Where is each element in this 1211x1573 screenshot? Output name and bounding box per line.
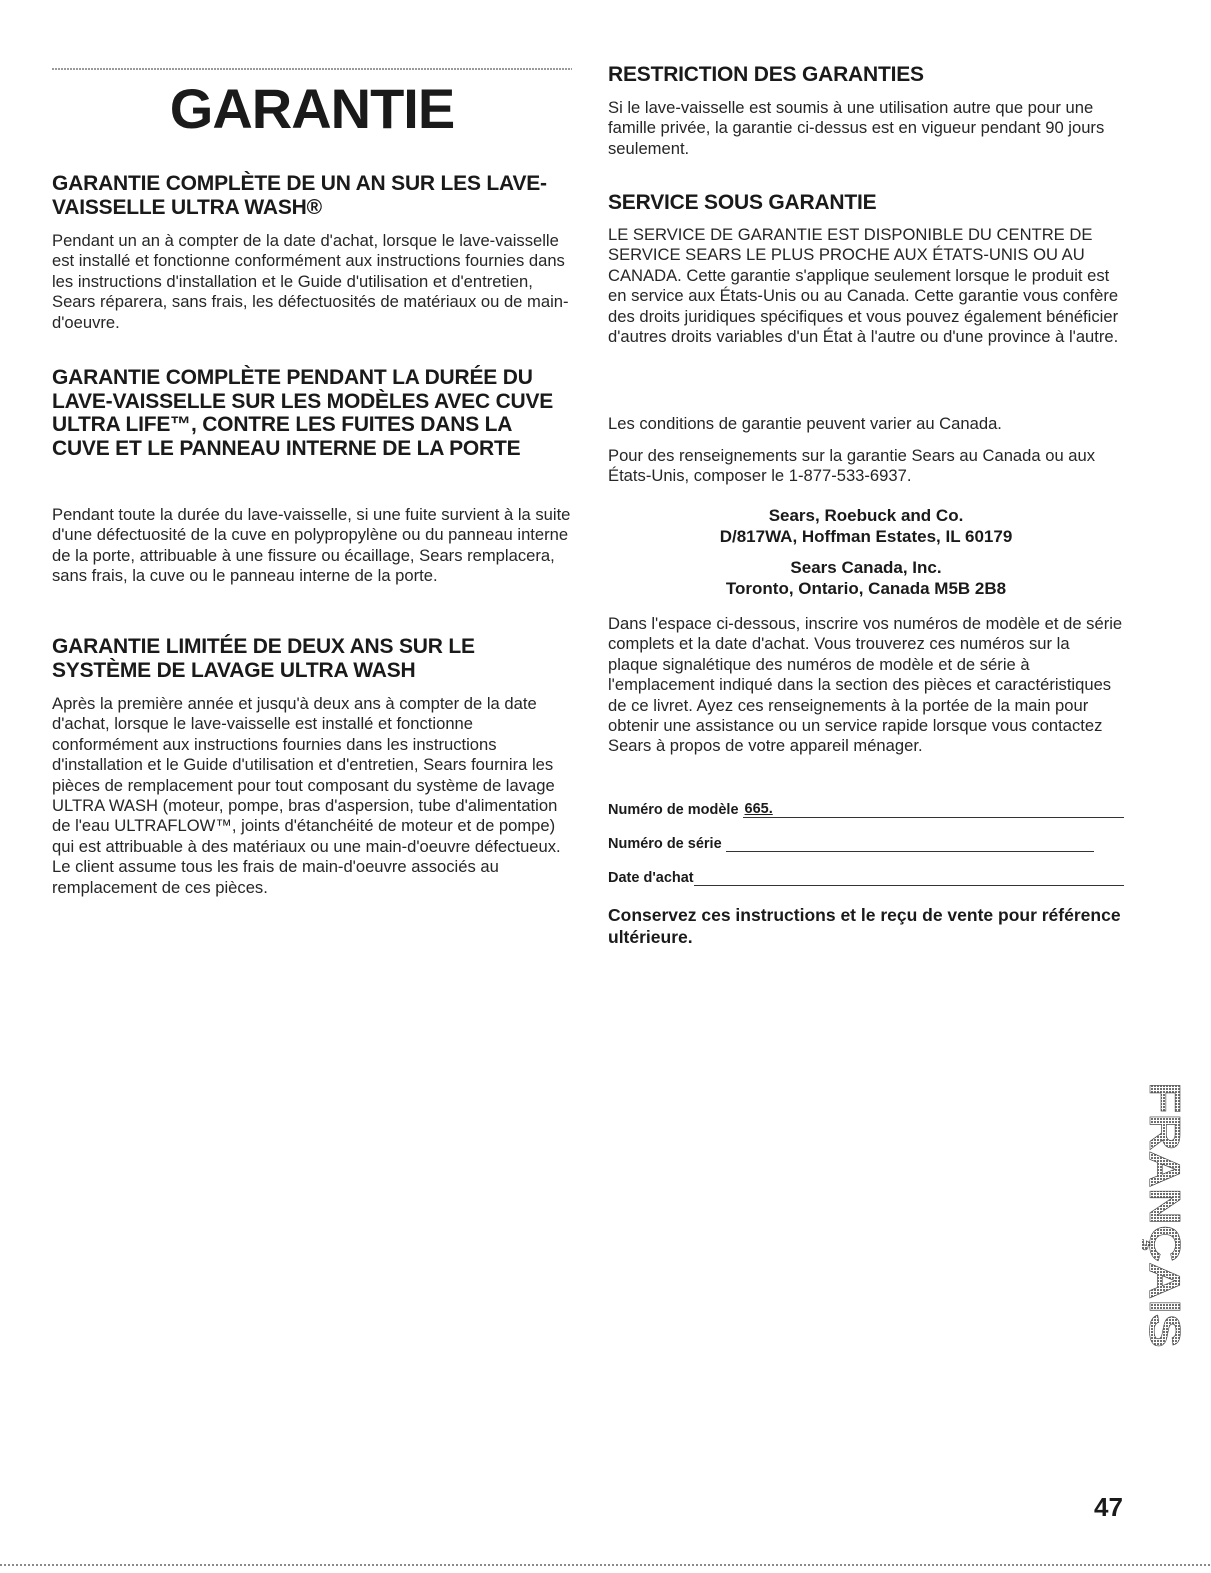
text-lifetime-tub-warranty: Pendant toute la durée du lave-vaisselle, si une fuite survient à la suite d'une défectuosité de la cuve en polypropylène ou du panneau interne de la porte, attribuable à une fissure ou écaillage, Sears remplacera, sans frais, la cuve ou le panneau interne de la porte. [52,505,571,586]
heading-warranty-service: SERVICE SOUS GARANTIE [608,191,877,214]
heading-one-year-warranty: GARANTIE COMPLÈTE DE UN AN SUR LES LAVE-VAISSELLE ULTRA WASH® [52,172,547,219]
text-canada-conditions: Les conditions de garantie peuvent varier au Canada. [608,414,1002,433]
side-tab-label: FRANÇAIS [1142,1082,1189,1310]
purchase-date-field[interactable] [608,870,1124,886]
address-sears-canada [608,557,1124,599]
title-rule [52,68,572,70]
heading-two-year-warranty: GARANTIE LIMITÉE DE DEUX ANS SUR LE SYSTÈME DE LAVAGE ULTRA WASH [52,635,475,682]
text-one-year-warranty: Pendant un an à compter de la date d'achat, lorsque le lave-vaisselle est installé et fonctionne conformément aux instructions fournies dans les instructions d'installation et le Guide d'utilisation et d'entretien, Sears réparera, sans frais, les défectuosités de matériaux ou de main-d'oeuvre. [52,231,569,332]
page-title: GARANTIE [169,77,455,140]
purchase-date-label: Date d'achat [608,870,694,886]
heading-lifetime-tub-warranty: GARANTIE COMPLÈTE PENDANT LA DURÉE DU LAVE-VAISSELLE SUR LES MODÈLES AVEC CUVE ULTRA LIFE™, CONTRE LES FUITES DANS LA CUVE ET LE PANNEAU INTERNE DE LA PORTE [52,366,554,460]
francais-vertical-tab [1142,1080,1190,1350]
address-sears-us [608,505,1124,547]
address-us-line2: D/817WA, Hoffman Estates, IL 60179 [719,527,1013,546]
address-us-line1: Sears, Roebuck and Co. [768,506,964,525]
address-canada-line1: Sears Canada, Inc. [790,558,942,577]
model-number-line[interactable] [743,802,1124,818]
text-warranty-service: LE SERVICE DE GARANTIE EST DISPONIBLE DU CENTRE DE SERVICE SEARS LE PLUS PROCHE AUX ÉTATS-UNIS OU AU CANADA. Cette garantie s'applique seulement lorsque le produit est en service aux États-Unis ou au Canada. Cette garantie vous confère des droits juridiques spécifiques et vous pouvez également bénéficier d'autres droits variables d'un État à l'autre ou d'une province à l'autre. [608,225,1119,347]
page-number: 47 [1094,1492,1123,1522]
heading-warranty-restrictions: RESTRICTION DES GARANTIES [608,63,924,86]
address-canada-line2: Toronto, Ontario, Canada M5B 2B8 [725,579,1007,598]
text-warranty-phone: Pour des renseignements sur la garantie Sears au Canada ou aux États-Unis, composer le 1-877-533-6937. [608,446,1096,486]
model-number-field[interactable] [608,802,1124,818]
serial-number-label: Numéro de série [608,836,722,852]
keep-instructions-note: Conservez ces instructions et le reçu de vente pour référence ultérieure. [608,905,1121,947]
bottom-rule [0,1564,1211,1566]
model-number-label: Numéro de modèle [608,802,739,818]
purchase-date-line[interactable] [694,870,1124,886]
serial-number-line[interactable] [726,836,1094,852]
model-number-value: 665. [744,801,773,817]
text-warranty-restrictions: Si le lave-vaisselle est soumis à une utilisation autre que pour une famille privée, la garantie ci-dessus est en vigueur pendant 90 jours seulement. [608,98,1105,158]
language-side-tab [1142,1080,1190,1350]
text-two-year-warranty: Après la première année et jusqu'à deux ans à compter de la date d'achat, lorsque le lave-vaisselle est installé et fonctionne conformément aux instructions fournies dans les instructions d'installation et le Guide d'utilisation et d'entretien, Sears fournira les pièces de remplacement pour tout composant du système de lavage ULTRA WASH (moteur, pompe, bras d'aspersion, tube d'alimentation de l'eau ULTRAFLOW™, joints d'étanchéité de moteur et de pompe) qui est attribuable à des matériaux ou une main-d'oeuvre défectueux. Le client assume tous les frais de main-d'oeuvre associés au remplacement de ces pièces. [52,694,561,897]
text-record-numbers: Dans l'espace ci-dessous, inscrire vos numéros de modèle et de série complets et la date d'achat. Vous trouverez ces numéros sur la plaque signalétique des numéros de modèle et de série à l'emplacement indiqué dans la section des pièces et caractéristiques de ce livret. Ayez ces renseignements à la portée de la main pour obtenir une assistance ou un service rapide lorsque vous contactez Sears à propos de votre appareil ménager. [608,614,1123,756]
serial-number-field[interactable] [608,836,1094,852]
